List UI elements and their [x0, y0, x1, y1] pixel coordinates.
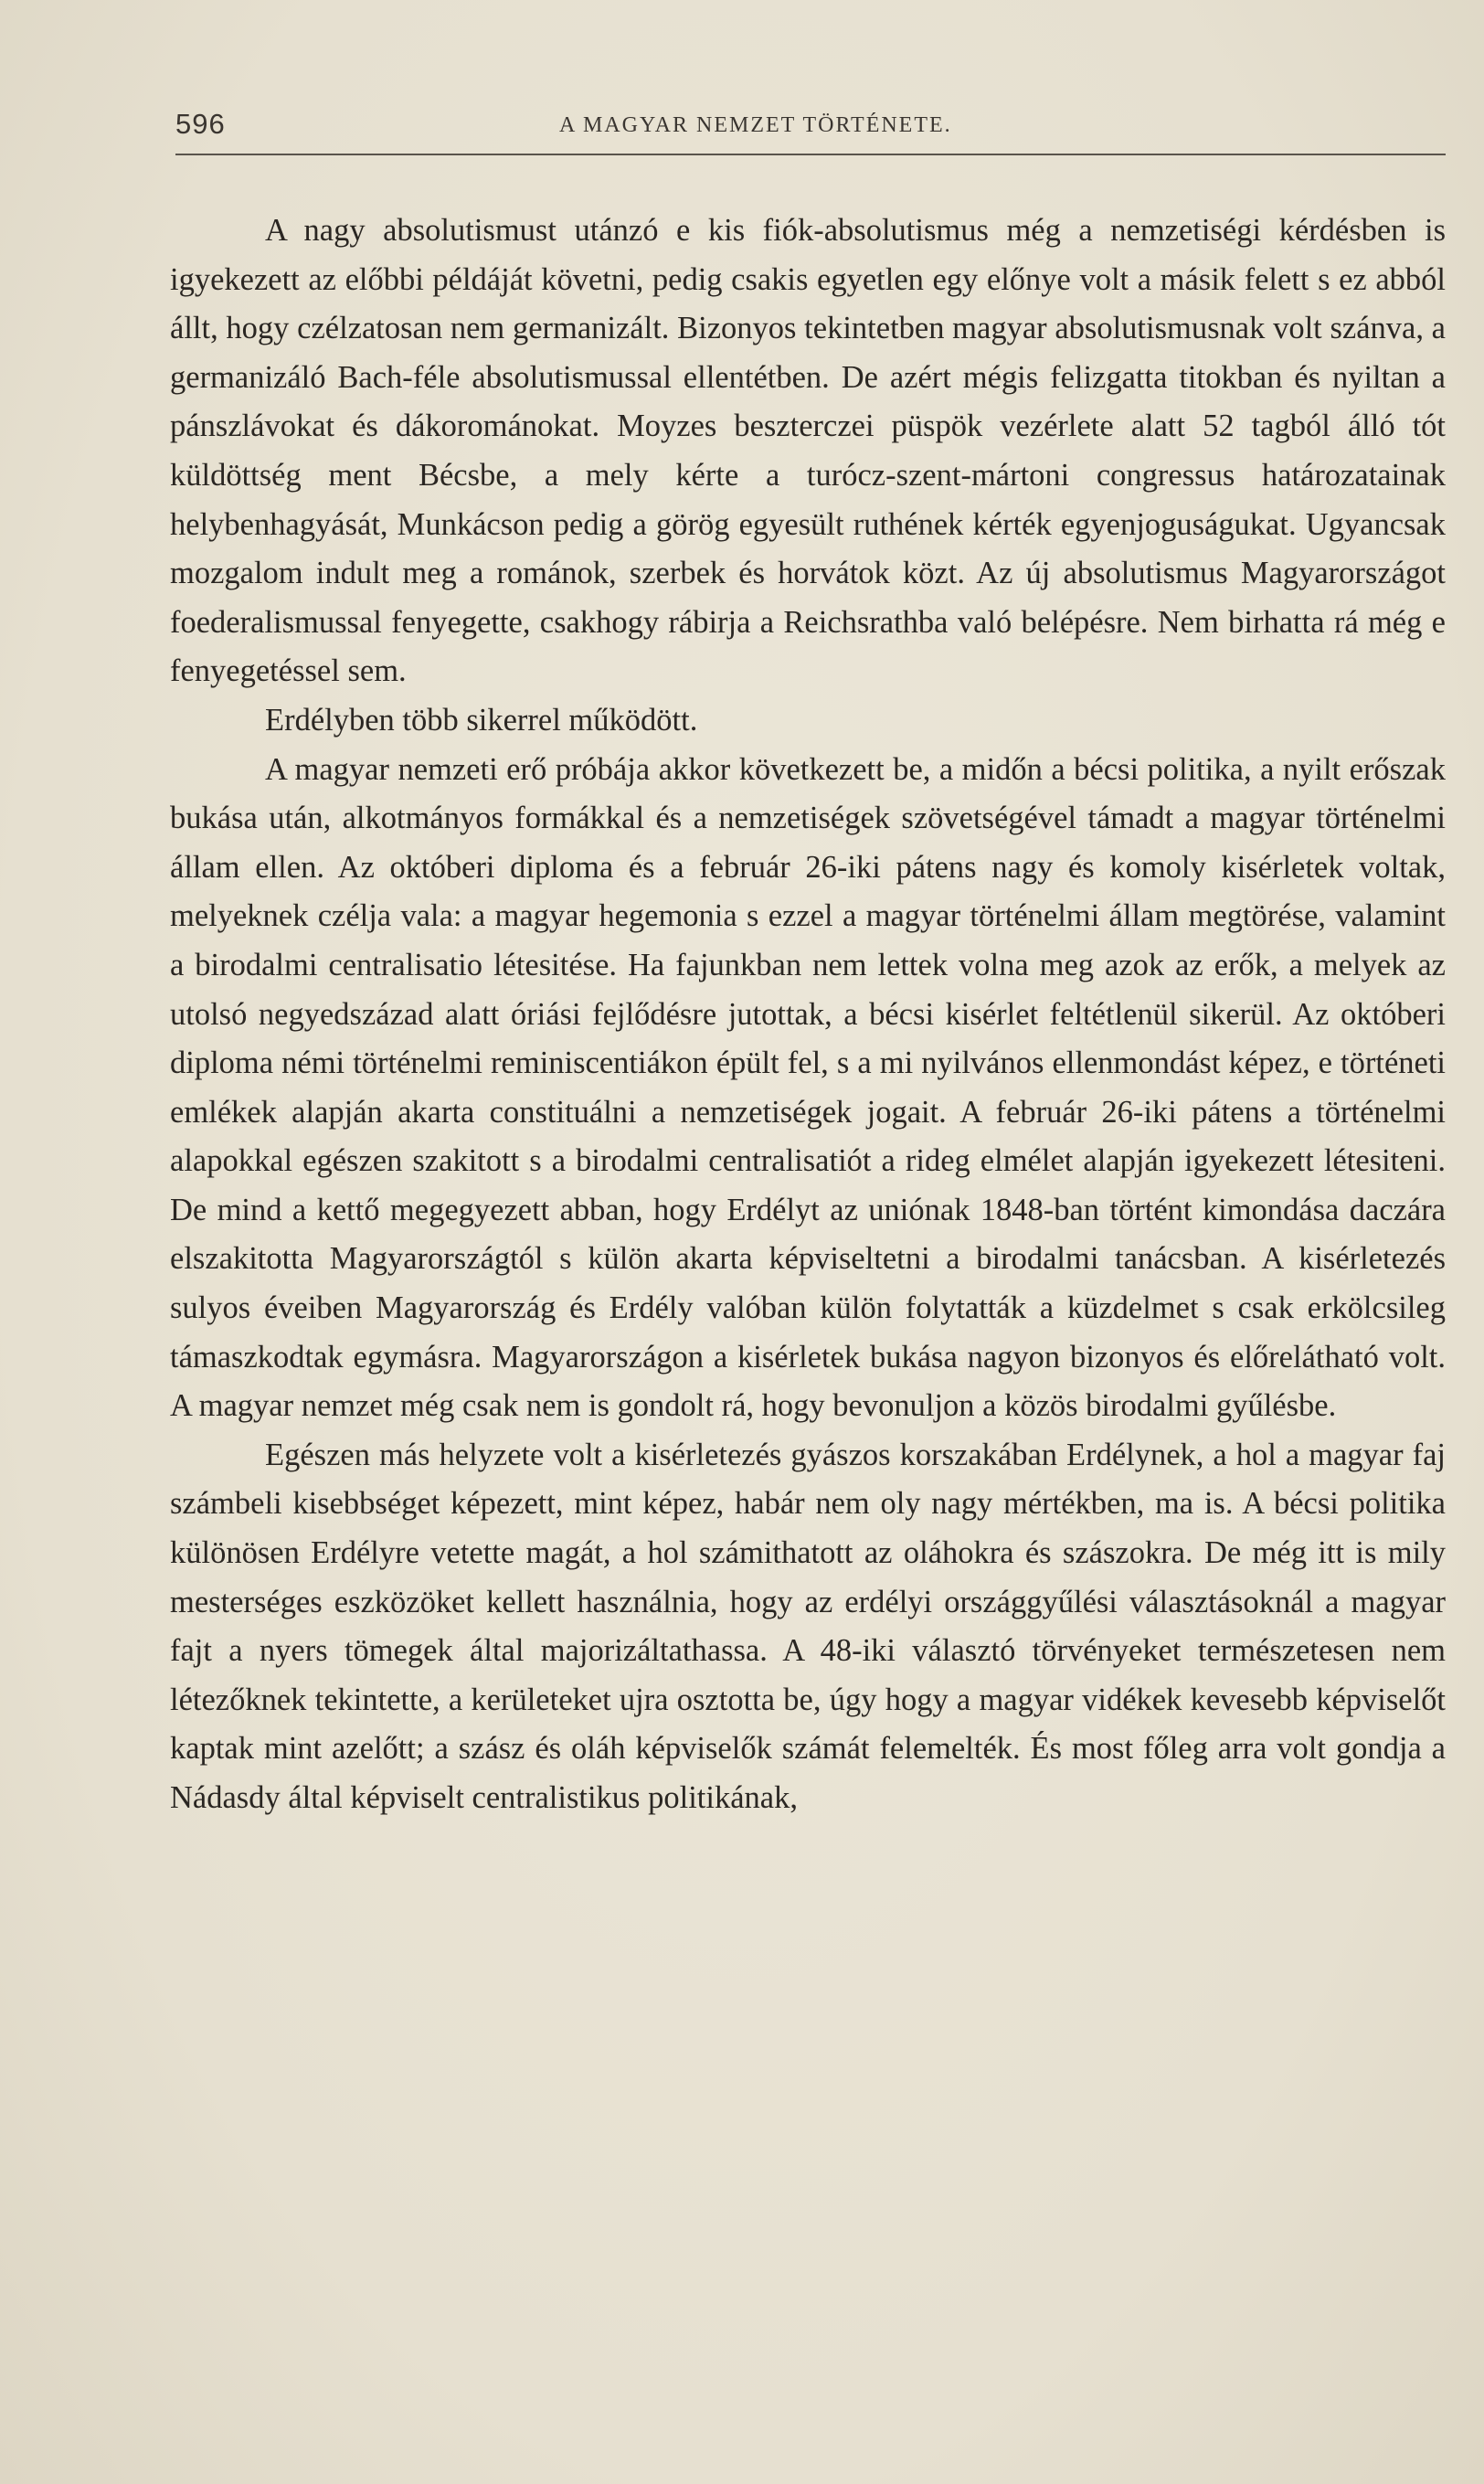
paragraph-3: A magyar nemzeti erő próbája akkor következett be, a midőn a bécsi politika, a nyilt erőszak bukása után, alkotmányos formákkal és a nemzetiségek szövetségével támadt a magyar történelmi állam ellen. Az októberi diploma és a február 26-iki pátens nagy és komoly kisérletek voltak, melyeknek czélja vala: a magyar hegemonia s ezzel a magyar történelmi állam megtörése, valamint a birodalmi centralisatio létesitése. Ha fajunkban nem lettek volna meg azok az erők, a melyek az utolsó negyedszázad alatt óriási fejlődésre jutottak, a bécsi kisérlet feltétlenül sikerül. Az októberi diploma némi történelmi reminiscentiákon épült fel, s a mi nyilvános ellenmondást képez, e történeti emlékek alapján akarta constituálni a nemzetiségek jogait. A február 26-iki pátens a történelmi alapokkal egészen szakitott s a birodalmi centralisatiót a rideg elmélet alapján igyekezett létesiteni. De mind a kettő megegyezett abban, hogy Erdélyt az uniónak 1848-ban történt kimondása daczára elszakitotta Magyarországtól s külön akarta képviseltetni a birodalmi tanácsban. A kisérletezés sulyos éveiben Magyarország és Erdély valóban külön folytatták a küzdelmet s csak erkölcsileg támaszkodtak egymásra. Magyarországon a kisérletek bukása nagyon bizonyos és előrelátható volt. A magyar nemzet még csak nem is gondolt rá, hogy bevonuljon a közös birodalmi gyűlésbe.	[170, 751, 1446, 1424]
page-header	[175, 108, 1446, 154]
page-number: 596	[175, 108, 226, 140]
body-text	[170, 207, 1446, 1823]
running-head: A MAGYAR NEMZET TÖRTÉNETE.	[559, 113, 952, 137]
paragraph-1: A nagy absolutismust utánzó e kis fiók-absolutismus még a nemzetiségi kérdésben is igyekezett az előbbi példáját követni, pedig csakis egyetlen egy előnye volt a másik felett s ez abból állt, hogy czélzatosan nem germanizált. Bizonyos tekintetben magyar absolutismusnak volt szánva, a germanizáló Bach-féle absolutismussal ellentétben. De azért mégis felizgatta titokban és nyiltan a pánszlávokat és dákorománokat. Moyzes beszterczei püspök vezérlete alatt 52 tagból álló tót küldöttség ment Bécsbe, a mely kérte a turócz-szent-mártoni congressus határozatainak helybenhagyását, Munkácson pedig a görög egyesült ruthének kérték egyenjoguságukat. Ugyancsak mozgalom indult meg a románok, szerbek és horvátok közt. Az új absolutismus Magyarországot foederalismussal fenyegette, csakhogy rábirja a Reichsrathba való belépésre. Nem birhatta rá még e fenyegetéssel sem.	[170, 213, 1446, 689]
header-rule	[175, 154, 1446, 155]
paragraph-4: Egészen más helyzete volt a kisérletezés gyászos korszakában Erdélynek, a hol a magyar faj számbeli kisebbséget képezett, mint képez, habár nem oly nagy mértékben, ma is. A bécsi politika különösen Erdélyre vetette magát, a hol számithatott az oláhokra és szászokra. De még itt is mily mesterséges eszközöket kellett használnia, hogy az erdélyi országgyűlési választásoknál a magyar fajt a nyers tömegek által majorizáltathassa. A 48-iki választó törvényeket természetesen nem létezőknek tekintette, a kerületeket ujra osztotta be, úgy hogy a magyar vidékek kevesebb képviselőt kaptak mint azelőtt; a szász és oláh képviselők számát felemelték. És most főleg arra volt gondja a Nádasdy által képviselt centralistikus politikának,	[170, 1437, 1446, 1815]
paragraph-2: Erdélyben több sikerrel működött.	[265, 702, 698, 738]
